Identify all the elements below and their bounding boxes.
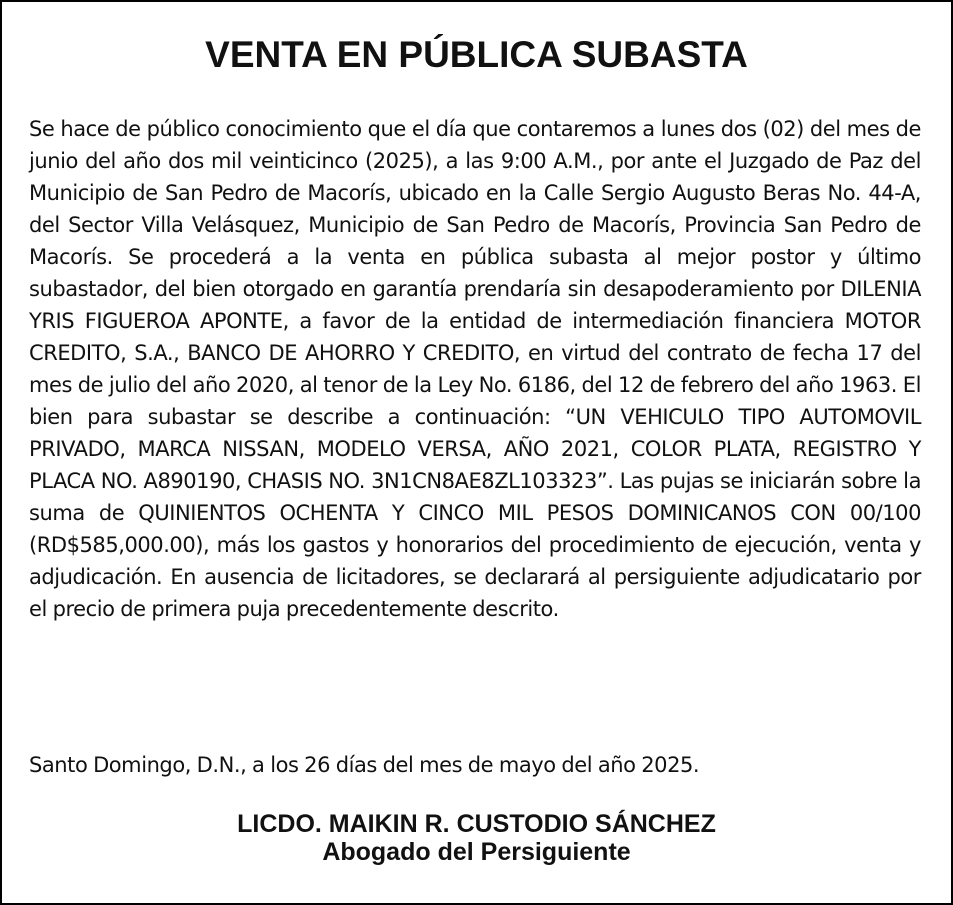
signature-block <box>2 810 951 866</box>
notice-title: VENTA EN PÚBLICA SUBASTA <box>205 34 748 75</box>
signature-name: LICDO. MAIKIN R. CUSTODIO SÁNCHEZ <box>237 810 716 838</box>
notice-place-date: Santo Domingo, D.N., a los 26 días del mes de mayo del año 2025. <box>29 753 700 777</box>
notice-body: Se hace de público conocimiento que el día que contaremos a lunes dos (02) del mes de junio del año dos mil veinticinco (2025), a las 9:00 A.M., por ante el Juzgado de Paz del Municipio de San Pedro de Macorís, ubicado en la Calle Sergio Augusto Beras No. 44-A, del Sector Villa Velásquez, Municipio de San Pedro de Macorís, Provincia San Pedro de Macorís. Se procederá a la venta en pública subasta al mejor postor y último subastador, del bien otorgado en garantía prendaría sin desapoderamiento por DILENIA YRIS FIGUEROA APONTE, a favor de la entidad de intermediación financiera MOTOR CREDITO, S.A., BANCO DE AHORRO Y CREDITO, en virtud del contrato de fecha 17 del mes de julio del año 2020, al tenor de la Ley No. 6186, del 12 de febrero del año 1963. El bien para subastar se describe a continuación: “UN VEHICULO TIPO AUTOMOVIL PRIVADO, MARCA NISSAN, MODELO VERSA, AÑO 2021, COLOR PLATA, REGISTRO Y PLACA NO. A890190, CHASIS NO. 3N1CN8AE8ZL103323”. Las pujas se iniciarán sobre la suma de QUINIENTOS OCHENTA Y CINCO MIL PESOS DOMINICANOS CON 00/100 (RD$585,000.00), más los gastos y honorarios del procedimiento de ejecución, venta y adjudicación. En ausencia de licitadores, se declarará al persiguiente adjudicatario por el precio de primera puja precedentemente descrito. <box>29 117 921 621</box>
signature-role: Abogado del Persiguiente <box>322 838 631 866</box>
